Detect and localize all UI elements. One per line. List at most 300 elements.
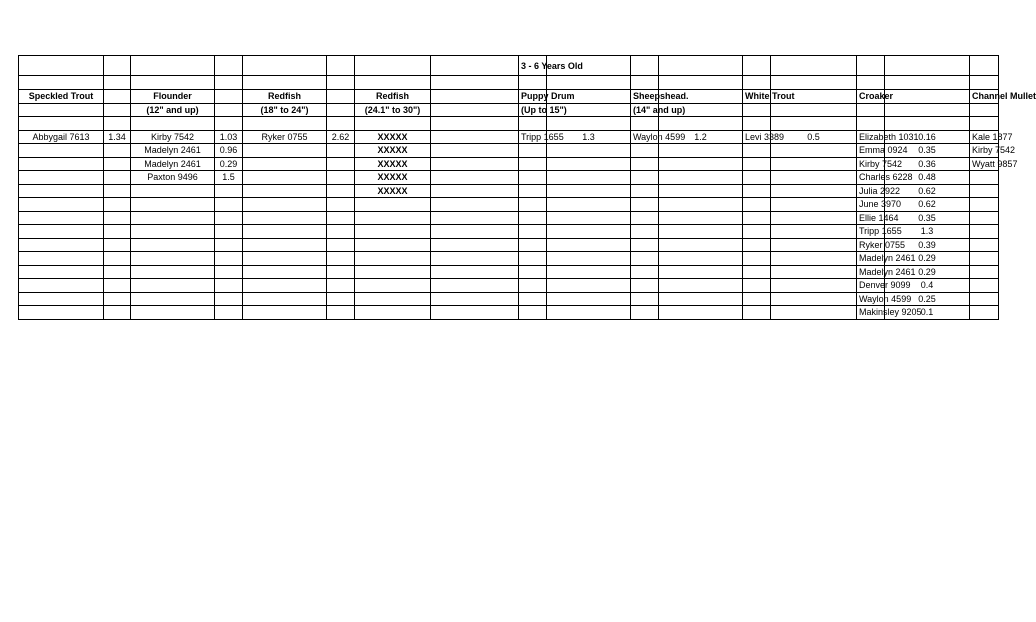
- empty-cell: [131, 117, 215, 131]
- empty-cell: [743, 279, 771, 293]
- empty-cell: [659, 225, 743, 239]
- empty-cell: [547, 252, 631, 266]
- empty-cell: [243, 198, 327, 212]
- angler-name: XXXXX: [355, 171, 431, 185]
- empty-cell: [631, 76, 659, 90]
- empty-cell: [771, 225, 857, 239]
- empty-cell: [327, 89, 355, 103]
- empty-cell: [355, 211, 431, 225]
- size-limit-label: (Up to 15"): [519, 103, 547, 117]
- empty-cell: [631, 56, 659, 76]
- weight-value: [431, 157, 519, 171]
- empty-cell: [743, 76, 771, 90]
- empty-cell: [104, 89, 131, 103]
- empty-cell: [970, 76, 999, 90]
- empty-cell: [743, 252, 771, 266]
- empty-cell: [327, 171, 355, 185]
- empty-cell: [631, 184, 659, 198]
- empty-cell: [431, 211, 519, 225]
- header-row: [19, 89, 999, 103]
- empty-cell: [519, 252, 547, 266]
- weight-value: 0.29: [885, 252, 970, 266]
- empty-cell: [743, 238, 771, 252]
- empty-cell: [131, 211, 215, 225]
- weight-value: 0.62: [885, 184, 970, 198]
- empty-cell: [743, 184, 771, 198]
- angler-name: Madelyn 2461: [131, 157, 215, 171]
- empty-cell: [355, 117, 431, 131]
- angler-name: Denver 9099: [857, 279, 885, 293]
- empty-cell: [355, 225, 431, 239]
- empty-cell: [519, 144, 547, 158]
- empty-cell: [431, 292, 519, 306]
- weight-value: 0.35: [885, 211, 970, 225]
- weight-value: 0.4: [885, 279, 970, 293]
- empty-cell: [215, 211, 243, 225]
- empty-cell: [659, 252, 743, 266]
- empty-cell: [327, 225, 355, 239]
- empty-cell: [970, 225, 999, 239]
- empty-cell: [131, 184, 215, 198]
- empty-cell: [771, 279, 857, 293]
- empty-cell: [743, 225, 771, 239]
- empty-cell: [431, 225, 519, 239]
- weight-value: 0.96: [215, 144, 243, 158]
- angler-name: Madelyn 2461: [131, 144, 215, 158]
- empty-cell: [243, 76, 327, 90]
- empty-cell: [104, 292, 131, 306]
- empty-cell: [659, 184, 743, 198]
- empty-cell: [743, 117, 771, 131]
- table-row: [19, 292, 999, 306]
- empty-cell: [431, 76, 519, 90]
- weight-value: 0.62: [885, 198, 970, 212]
- empty-cell: [547, 279, 631, 293]
- weight-value: 0.48: [885, 171, 970, 185]
- empty-cell: [19, 306, 104, 320]
- empty-cell: [327, 279, 355, 293]
- empty-cell: [659, 56, 743, 76]
- weight-value: 0.35: [885, 144, 970, 158]
- empty-cell: [970, 252, 999, 266]
- empty-cell: [19, 144, 104, 158]
- empty-cell: [327, 117, 355, 131]
- empty-cell: [243, 252, 327, 266]
- empty-cell: [355, 238, 431, 252]
- empty-cell: [659, 76, 743, 90]
- empty-cell: [215, 103, 243, 117]
- empty-cell: [631, 292, 659, 306]
- empty-cell: [547, 225, 631, 239]
- weight-value: 0.25: [885, 292, 970, 306]
- angler-name: June 3970: [857, 198, 885, 212]
- empty-cell: [131, 56, 215, 76]
- empty-cell: [519, 279, 547, 293]
- empty-cell: [631, 306, 659, 320]
- empty-cell: [771, 211, 857, 225]
- empty-cell: [771, 238, 857, 252]
- empty-cell: [631, 144, 659, 158]
- empty-cell: [215, 225, 243, 239]
- empty-cell: [631, 265, 659, 279]
- empty-cell: [19, 198, 104, 212]
- empty-cell: [970, 211, 999, 225]
- angler-name: Ellie 1464: [857, 211, 885, 225]
- empty-cell: [327, 198, 355, 212]
- empty-cell: [659, 157, 743, 171]
- empty-cell: [771, 157, 857, 171]
- empty-cell: [970, 279, 999, 293]
- table-row: [19, 252, 999, 266]
- size-limit-label: [19, 103, 104, 117]
- empty-cell: [355, 279, 431, 293]
- empty-cell: [659, 265, 743, 279]
- empty-cell: [243, 292, 327, 306]
- empty-cell: [519, 198, 547, 212]
- weight-value: 1.5: [215, 171, 243, 185]
- empty-cell: [970, 117, 999, 131]
- empty-cell: [631, 279, 659, 293]
- species-header: Croaker: [857, 89, 885, 103]
- empty-cell: [104, 211, 131, 225]
- empty-cell: [215, 265, 243, 279]
- species-header: White Trout: [743, 89, 771, 103]
- empty-cell: [631, 252, 659, 266]
- angler-name: XXXXX: [355, 144, 431, 158]
- empty-cell: [19, 238, 104, 252]
- empty-cell: [19, 265, 104, 279]
- empty-cell: [19, 56, 104, 76]
- empty-cell: [243, 157, 327, 171]
- empty-cell: [19, 171, 104, 185]
- empty-cell: [355, 292, 431, 306]
- angler-name: Abbygail 7613: [19, 130, 104, 144]
- empty-cell: [743, 144, 771, 158]
- weight-value: [431, 171, 519, 185]
- table-row: [19, 103, 999, 117]
- empty-cell: [547, 292, 631, 306]
- empty-cell: [243, 184, 327, 198]
- empty-cell: [327, 265, 355, 279]
- empty-cell: [215, 76, 243, 90]
- size-limit-label: (18" to 24"): [243, 103, 327, 117]
- weight-value: [431, 130, 519, 144]
- empty-cell: [771, 76, 857, 90]
- empty-cell: [659, 144, 743, 158]
- weight-value: [431, 184, 519, 198]
- weight-value: 0.5: [771, 130, 857, 144]
- empty-cell: [519, 171, 547, 185]
- empty-cell: [885, 89, 970, 103]
- weight-value: 1.03: [215, 130, 243, 144]
- empty-cell: [743, 171, 771, 185]
- empty-cell: [519, 184, 547, 198]
- empty-cell: [547, 76, 631, 90]
- empty-cell: [215, 117, 243, 131]
- empty-cell: [327, 252, 355, 266]
- empty-cell: [19, 184, 104, 198]
- empty-cell: [547, 184, 631, 198]
- empty-cell: [970, 292, 999, 306]
- empty-cell: [885, 117, 970, 131]
- empty-cell: [519, 265, 547, 279]
- empty-cell: [519, 306, 547, 320]
- angler-name: Kirby 7542: [857, 157, 885, 171]
- weight-value: 0.1: [885, 306, 970, 320]
- table-row: [19, 144, 999, 158]
- empty-cell: [631, 211, 659, 225]
- angler-name: Madelyn 2461: [857, 252, 885, 266]
- empty-cell: [131, 198, 215, 212]
- empty-cell: [547, 171, 631, 185]
- angler-name: Kirby 7542: [131, 130, 215, 144]
- empty-cell: [519, 157, 547, 171]
- size-limit-label: [743, 103, 771, 117]
- empty-cell: [431, 265, 519, 279]
- species-header: Redfish: [243, 89, 327, 103]
- empty-cell: [547, 144, 631, 158]
- empty-cell: [970, 171, 999, 185]
- size-limit-label: (12" and up): [131, 103, 215, 117]
- empty-cell: [547, 117, 631, 131]
- weight-value: 1.2: [659, 130, 743, 144]
- empty-cell: [19, 292, 104, 306]
- empty-cell: [743, 306, 771, 320]
- empty-cell: [355, 265, 431, 279]
- angler-name: Kale 1877: [970, 130, 999, 144]
- empty-cell: [355, 306, 431, 320]
- angler-name: Wyatt 9857: [970, 157, 999, 171]
- angler-name: Julia 2922: [857, 184, 885, 198]
- empty-cell: [355, 198, 431, 212]
- weight-value: 2.62: [327, 130, 355, 144]
- empty-cell: [659, 211, 743, 225]
- table-row: [19, 198, 999, 212]
- empty-cell: [215, 89, 243, 103]
- empty-cell: [327, 184, 355, 198]
- empty-cell: [547, 238, 631, 252]
- empty-cell: [659, 198, 743, 212]
- angler-name: Levi 3389: [743, 130, 771, 144]
- empty-cell: [431, 306, 519, 320]
- angler-name: Elizabeth 1031: [857, 130, 885, 144]
- species-header: Sheepshead.: [631, 89, 659, 103]
- empty-cell: [131, 306, 215, 320]
- empty-cell: [631, 225, 659, 239]
- empty-cell: [970, 198, 999, 212]
- angler-name: Tripp 1655: [857, 225, 885, 239]
- angler-name: Ryker 0755: [857, 238, 885, 252]
- empty-cell: [659, 279, 743, 293]
- empty-cell: [631, 171, 659, 185]
- empty-cell: [104, 279, 131, 293]
- empty-cell: [215, 292, 243, 306]
- empty-cell: [631, 117, 659, 131]
- empty-cell: [519, 117, 547, 131]
- empty-cell: [19, 225, 104, 239]
- empty-cell: [104, 225, 131, 239]
- empty-cell: [431, 56, 519, 76]
- empty-cell: [327, 144, 355, 158]
- empty-cell: [327, 238, 355, 252]
- empty-cell: [857, 56, 885, 76]
- empty-cell: [215, 56, 243, 76]
- angler-name: Ryker 0755: [243, 130, 327, 144]
- empty-cell: [327, 76, 355, 90]
- empty-cell: [215, 306, 243, 320]
- empty-cell: [104, 171, 131, 185]
- table-row: [19, 157, 999, 171]
- empty-cell: [771, 103, 857, 117]
- angler-name: XXXXX: [355, 184, 431, 198]
- empty-cell: [659, 306, 743, 320]
- empty-cell: [104, 238, 131, 252]
- empty-cell: [19, 252, 104, 266]
- table-row: [19, 279, 999, 293]
- table-row: [19, 306, 999, 320]
- empty-cell: [327, 306, 355, 320]
- empty-cell: [547, 157, 631, 171]
- angler-name: Waylon 4599: [631, 130, 659, 144]
- angler-name: XXXXX: [355, 130, 431, 144]
- empty-cell: [970, 306, 999, 320]
- sheet-title: 3 - 6 Years Old: [519, 56, 547, 76]
- empty-cell: [215, 279, 243, 293]
- empty-cell: [659, 238, 743, 252]
- empty-cell: [104, 117, 131, 131]
- empty-cell: [519, 211, 547, 225]
- angler-name: Makinsley 9205: [857, 306, 885, 320]
- size-limit-label: (24.1" to 30"): [355, 103, 431, 117]
- table-row: [19, 117, 999, 131]
- empty-cell: [243, 265, 327, 279]
- table-row: [19, 171, 999, 185]
- empty-cell: [771, 144, 857, 158]
- angler-name: Charles 6228: [857, 171, 885, 185]
- empty-cell: [131, 238, 215, 252]
- empty-cell: [104, 157, 131, 171]
- empty-cell: [431, 252, 519, 266]
- empty-cell: [131, 225, 215, 239]
- table-row: [19, 265, 999, 279]
- species-header: Channel Mullet: [970, 89, 999, 103]
- title-row: [19, 56, 999, 76]
- weight-value: 1.34: [104, 130, 131, 144]
- empty-cell: [885, 103, 970, 117]
- size-limit-label: [857, 103, 885, 117]
- empty-cell: [885, 56, 970, 76]
- empty-cell: [131, 252, 215, 266]
- size-limit-label: (14" and up): [631, 103, 659, 117]
- empty-cell: [327, 56, 355, 76]
- empty-cell: [355, 76, 431, 90]
- weight-value: [431, 144, 519, 158]
- empty-cell: [104, 198, 131, 212]
- empty-cell: [327, 211, 355, 225]
- empty-cell: [355, 56, 431, 76]
- empty-cell: [547, 265, 631, 279]
- empty-cell: [19, 157, 104, 171]
- weight-value: 0.39: [885, 238, 970, 252]
- empty-cell: [215, 238, 243, 252]
- empty-cell: [659, 292, 743, 306]
- empty-cell: [215, 252, 243, 266]
- empty-cell: [243, 279, 327, 293]
- empty-cell: [327, 157, 355, 171]
- angler-name: Paxton 9496: [131, 171, 215, 185]
- empty-cell: [19, 279, 104, 293]
- empty-cell: [771, 171, 857, 185]
- empty-cell: [243, 56, 327, 76]
- empty-cell: [215, 184, 243, 198]
- empty-cell: [243, 225, 327, 239]
- catch-records-sheet: [18, 55, 1036, 320]
- empty-cell: [771, 265, 857, 279]
- angler-name: Madelyn 2461: [857, 265, 885, 279]
- angler-name: Kirby 7542: [970, 144, 999, 158]
- empty-cell: [243, 238, 327, 252]
- empty-cell: [547, 306, 631, 320]
- empty-cell: [743, 265, 771, 279]
- empty-cell: [885, 76, 970, 90]
- angler-name: XXXXX: [355, 157, 431, 171]
- empty-cell: [19, 76, 104, 90]
- empty-cell: [215, 198, 243, 212]
- empty-cell: [743, 211, 771, 225]
- empty-cell: [243, 171, 327, 185]
- empty-cell: [104, 103, 131, 117]
- empty-cell: [970, 238, 999, 252]
- size-limit-label: [970, 103, 999, 117]
- species-header: Speckled Trout: [19, 89, 104, 103]
- empty-cell: [771, 184, 857, 198]
- empty-cell: [104, 56, 131, 76]
- empty-cell: [431, 238, 519, 252]
- empty-cell: [431, 279, 519, 293]
- empty-cell: [327, 292, 355, 306]
- empty-cell: [857, 76, 885, 90]
- empty-cell: [19, 211, 104, 225]
- species-header: Flounder: [131, 89, 215, 103]
- empty-cell: [659, 171, 743, 185]
- empty-cell: [19, 117, 104, 131]
- empty-cell: [131, 292, 215, 306]
- empty-cell: [104, 265, 131, 279]
- empty-cell: [970, 56, 999, 76]
- empty-cell: [631, 157, 659, 171]
- species-header: Redfish: [355, 89, 431, 103]
- empty-cell: [519, 225, 547, 239]
- empty-cell: [327, 103, 355, 117]
- empty-cell: [771, 56, 857, 76]
- table-row: [19, 130, 999, 144]
- weight-value: 0.16: [885, 130, 970, 144]
- empty-cell: [431, 89, 519, 103]
- empty-cell: [771, 252, 857, 266]
- empty-cell: [743, 292, 771, 306]
- weight-value: 1.3: [885, 225, 970, 239]
- weight-value: 0.29: [215, 157, 243, 171]
- weight-value: 0.36: [885, 157, 970, 171]
- table-row: [19, 184, 999, 198]
- weight-value: 1.3: [547, 130, 631, 144]
- empty-cell: [743, 157, 771, 171]
- empty-cell: [243, 117, 327, 131]
- empty-cell: [771, 306, 857, 320]
- empty-cell: [131, 265, 215, 279]
- empty-cell: [743, 56, 771, 76]
- empty-cell: [131, 76, 215, 90]
